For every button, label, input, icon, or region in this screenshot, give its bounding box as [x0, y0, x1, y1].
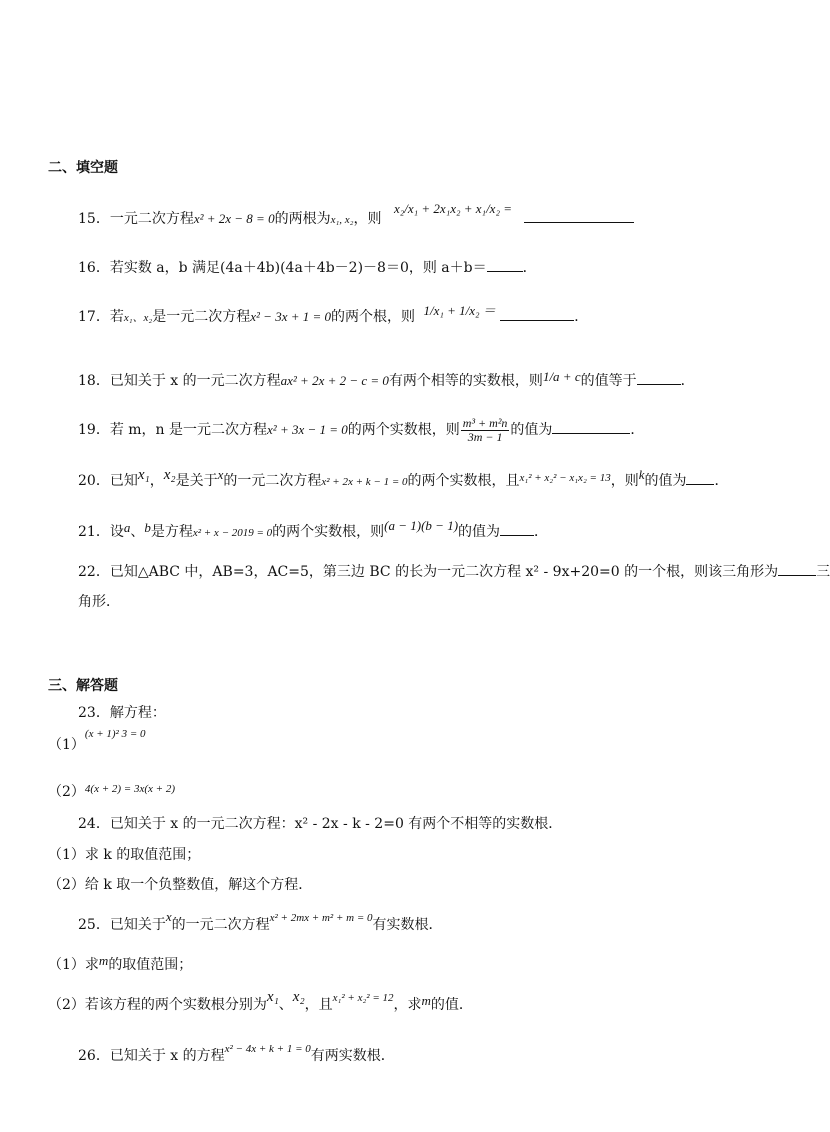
question-number: 26． — [78, 1048, 110, 1064]
question-text: ，则 — [353, 211, 382, 227]
expression: 1/x₁ + 1/x₂ ＝ — [423, 303, 496, 318]
question-number: 20． — [78, 473, 110, 489]
expression: 1/a + c — [542, 369, 581, 384]
question-17: 17．若x₁、x₂是一元二次方程x² − 3x + 1 = 0的两个根，则 1/x₁ + 1/x₂ ＝ ． — [78, 303, 589, 325]
equation: x² + 2x − 8 = 0 — [193, 211, 275, 226]
question-23-part-2: $(2)^{4(x + 2) = 3x(x + 2)}$ — [48, 783, 175, 800]
root-x2: x₂ — [292, 989, 305, 1005]
roots: x₁、x₂ — [123, 312, 153, 324]
question-16: 16．若实数 a，b 满足(4a＋4b)(4a＋4b－2)－8＝0，则 a＋b＝ ． — [78, 257, 537, 278]
question-18: 18．已知关于 x 的一元二次方程ax² + 2x + 2 − c = 0有两个相等的实数根，则1/a + c的值等于 ． — [78, 369, 695, 389]
question-19: 19．若 m，n 是一元二次方程x² + 3x − 1 = 0的两个实数根，则 $\frac{\text{m³ + m²n}}{3m - 1}$ 的值为 ． — [78, 415, 645, 444]
question-text: 的值等于 — [580, 373, 637, 389]
question-number: 16． — [78, 260, 110, 276]
question-22: 22．已知△ABC 中，AB=3，AC=5，第三边 BC 的长为一元二次方程 x² - 9x+20=0 的一个根，则该三角形为 三 — [78, 561, 830, 582]
answer-blank[interactable] — [524, 208, 634, 223]
variable: b — [144, 520, 151, 535]
question-24-part-1: （1）求 k 的取值范围； — [48, 847, 201, 863]
variable: x — [217, 467, 224, 482]
question-25-part-1: （1）求m的取值范围； — [48, 953, 193, 973]
question-number: 25． — [78, 917, 110, 933]
question-23: 23．解方程： — [78, 705, 166, 721]
question-25-part-2: （2）若该方程的两个实数根分别为x₁、x₂，且$^{x_1^2 + x_2^2 = 12}$，求m的值． — [48, 989, 473, 1013]
equation: x² − 4x + k + 1 = 0 — [224, 1043, 311, 1055]
variable: k — [638, 467, 645, 482]
equation: ax² + 2x + 2 − c = 0 — [280, 373, 389, 388]
question-number: 17． — [78, 309, 110, 325]
question-text: 是一元二次方程 — [152, 309, 251, 325]
question-text: 的两个实数根，则 — [347, 422, 460, 438]
question-text: 若 — [109, 309, 124, 325]
condition: x₁² + x₂² = 12 — [332, 992, 394, 1004]
fraction-expression: $\frac{\text{m³ + m²n}}{3m - 1}$ — [462, 415, 508, 444]
expression: x₂/x₁ + 2x₁x₂ + x₁/x₂ = — [393, 201, 512, 216]
answer-blank[interactable] — [552, 419, 630, 434]
variable: a — [123, 520, 131, 535]
variable: m — [421, 993, 431, 1008]
equation: (x + 1)² 3 = 0 — [84, 728, 146, 740]
section-title-answer: 三、解答题 — [48, 678, 118, 694]
root-x1: x₁ — [266, 989, 279, 1005]
question-26: 26．已知关于 x 的方程$^{x^2 - 4x + k + 1 = 0}$有两实数根． — [78, 1043, 395, 1064]
question-text: 若实数 a，b 满足(4a＋4b)(4a＋4b－2)－8＝0，则 a＋b＝ — [109, 260, 487, 276]
equation: x² − 3x + 1 = 0 — [250, 309, 332, 324]
answer-blank[interactable] — [500, 306, 574, 321]
equation: 4(x + 2) = 3x(x + 2) — [84, 783, 175, 795]
question-23-part-1: $(1)^{(x + 1)^2 3 = 0}$ — [48, 728, 146, 753]
question-number: 23． — [78, 705, 110, 721]
question-21: 21．设a、b是方程x² + x − 2019 = 0的两个实数根，则(a − 1)(b − 1)的值为 ． — [78, 518, 549, 540]
question-text: 若 m，n 是一元二次方程 — [109, 422, 268, 438]
answer-blank[interactable] — [686, 470, 714, 485]
condition: x₁² + x₂² − x₁x₂ = 13 — [519, 472, 611, 484]
equation: x² + 2mx + m² + m = 0 — [269, 912, 373, 924]
question-text: 的值为 — [510, 422, 553, 438]
root-x1: x₁ — [137, 467, 150, 483]
question-text: 的两根为 — [274, 211, 331, 227]
question-20: 20．已知x₁，x₂是关于x的一元二次方程x² + 2x + k − 1 = 0的两个实数根，且$^{x_1^2 + x_2^2 - x_1x_2 = 13}$，则k的值为 ． — [78, 467, 729, 489]
question-number: 24． — [78, 816, 110, 832]
variable: x — [165, 909, 172, 924]
question-22-line-2: 角形． — [78, 594, 120, 610]
expression: (a − 1)(b − 1) — [384, 518, 459, 533]
answer-blank[interactable] — [637, 370, 681, 385]
question-24-part-2: （2）给 k 取一个负整数值，解这个方程． — [48, 877, 313, 893]
roots: x₁, x₂ — [330, 214, 354, 226]
question-text: 已知关于 x 的一元二次方程 — [109, 373, 281, 389]
section-title-fill-blank: 二、填空题 — [48, 160, 118, 176]
answer-blank[interactable] — [487, 257, 523, 272]
question-text: 的两个根，则 — [331, 309, 416, 325]
variable: m — [98, 953, 109, 968]
question-number: 19． — [78, 422, 110, 438]
question-text: 有两个相等的实数根，则 — [388, 373, 543, 389]
answer-blank[interactable] — [778, 561, 816, 576]
question-15 — [78, 201, 634, 230]
equation: x² + 2x + k − 1 = 0 — [321, 476, 408, 488]
question-number: 18． — [78, 373, 110, 389]
question-number: 15． — [78, 211, 110, 227]
question-text: 一元二次方程 — [109, 211, 194, 227]
question-25: 25．已知关于x的一元二次方程$^{x^2 + 2mx + m^2 + m = 0}$有实数根． — [78, 909, 443, 933]
question-number: 21． — [78, 524, 110, 540]
answer-blank[interactable] — [500, 521, 534, 536]
equation: x² + x − 2019 = 0 — [192, 527, 273, 539]
question-24: 24．已知关于 x 的一元二次方程：x² - 2x - k - 2=0 有两个不相等的实数根． — [78, 816, 563, 832]
question-number: 22． — [78, 564, 110, 580]
root-x2: x₂ — [163, 467, 176, 483]
equation: x² + 3x − 1 = 0 — [267, 422, 348, 437]
